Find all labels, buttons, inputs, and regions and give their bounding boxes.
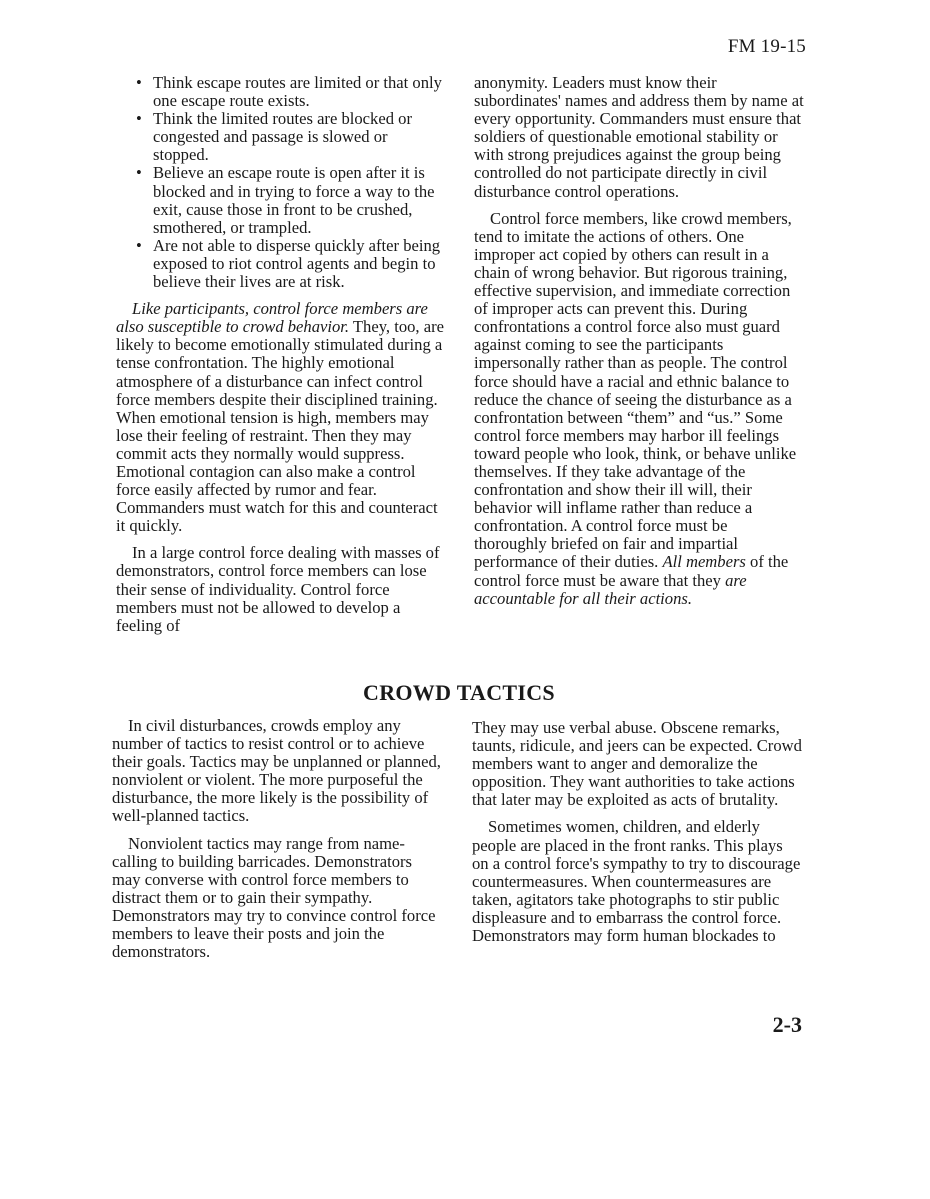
bullet-item: • Think the limited routes are blocked or congested and passage is slowed or stopped. xyxy=(116,110,446,164)
page-number: 2-3 xyxy=(772,1012,802,1037)
paragraph-imitation xyxy=(474,210,804,608)
paragraph-tactics-intro: In civil disturbances, crowds employ any number of tactics to resist control or to achieve their goals. Tactics may be unplanned or planned, nonviolent or violent. The more purposeful the disturbance, the more likely is the possibility of well-planned tactics. xyxy=(112,716,441,826)
bullet-item: • Believe an escape route is open after it is blocked and in trying to force a way to the exit, cause those in front to be crushed, smothered, or trampled. xyxy=(116,164,446,236)
italic-phrase: are accountable for all their actions. xyxy=(474,570,747,608)
top-left-column xyxy=(116,74,446,635)
paragraph-text: They, too, are likely to become emotionally stimulated during a tense confrontation. The highly emotional atmosphere of a disturbance can infect control force members despite their disciplined training. When emotional tension is high, members may lose their feeling of restraint. Then they may commit acts they normally would suppress. Emotional contagion can also make a control force easily affected by rumor and fear. Commanders must watch for this and counteract it quickly. xyxy=(116,317,444,536)
paragraph-text: Control force members, like crowd members, tend to imitate the actions of others. One improper act copied by others can result in a chain of wrong behavior. But rigorous training, effective supervision, and immediate correction of improper acts can prevent this. During confrontations a control force also must guard against coming to see the participants impersonally rather than as people. The control force should have a racial and ethnic balance to reduce the chance of seeing the disturbance as a confrontation between “them” and “us.” Some control force members may harbor ill feelings toward people who look, think, or behave unlike themselves. If they take advantage of the confrontation and show their ill will, their behavior will inflame rather than reduce a confrontation. A control force must be thoroughly briefed on fair and impartial performance of their duties. xyxy=(474,208,797,572)
bullet-item: • Are not able to disperse quickly after being exposed to riot control agents and begin to believe their lives are at risk. xyxy=(116,237,446,291)
paragraph-susceptibility xyxy=(116,300,446,535)
bullet-item: • Think escape routes are limited or that only one escape route exists. xyxy=(116,74,446,110)
bottom-right-column xyxy=(472,719,802,945)
escape-route-bullet-list xyxy=(116,74,446,291)
paragraph-text: of the control force must be aware that they xyxy=(474,552,789,590)
top-right-column xyxy=(474,74,804,608)
section-heading: CROWD TACTICS xyxy=(363,680,555,705)
paragraph-nonviolent-tactics: Nonviolent tactics may range from name-calling to building barricades. Demonstrators may converse with control force members to distract them or to gain their sympathy. Demonstrators may try to convince control force members to leave their posts and join the demonstrators. xyxy=(112,833,436,962)
paragraph-front-ranks: Sometimes women, children, and elderly people are placed in the front ranks. This plays on a control force's sympathy to try to discourage countermeasures. When countermeasures are taken, agitators take photographs to stir public displeasure and to embarrass the control force. Demonstrators may form human blockades to xyxy=(472,817,801,946)
italic-phrase: All members xyxy=(662,552,746,572)
bottom-left-column xyxy=(112,717,442,961)
paragraph-anonymity: anonymity. Leaders must know their subordinates' names and address them by name at every opportunity. Commanders must ensure that soldiers of questionable emotional stability or with strong prejudices against the group being controlled do not participate directly in civil disturbance control operations. xyxy=(474,73,804,201)
paragraph-verbal-abuse: They may use verbal abuse. Obscene remarks, taunts, ridicule, and jeers can be expected. Crowd members want to anger and demoralize the opposition. They want authorities to take actions that later may be exploited as acts of brutality. xyxy=(472,718,802,810)
manual-id-header: FM 19-15 xyxy=(727,36,806,57)
paragraph-individuality: In a large control force dealing with masses of demonstrators, control force members can lose their sense of individuality. Control force members must not be allowed to develop a feeling of xyxy=(116,543,440,635)
italic-lead-sentence: Like participants, control force members are also susceptible to crowd behavior. xyxy=(116,299,428,337)
